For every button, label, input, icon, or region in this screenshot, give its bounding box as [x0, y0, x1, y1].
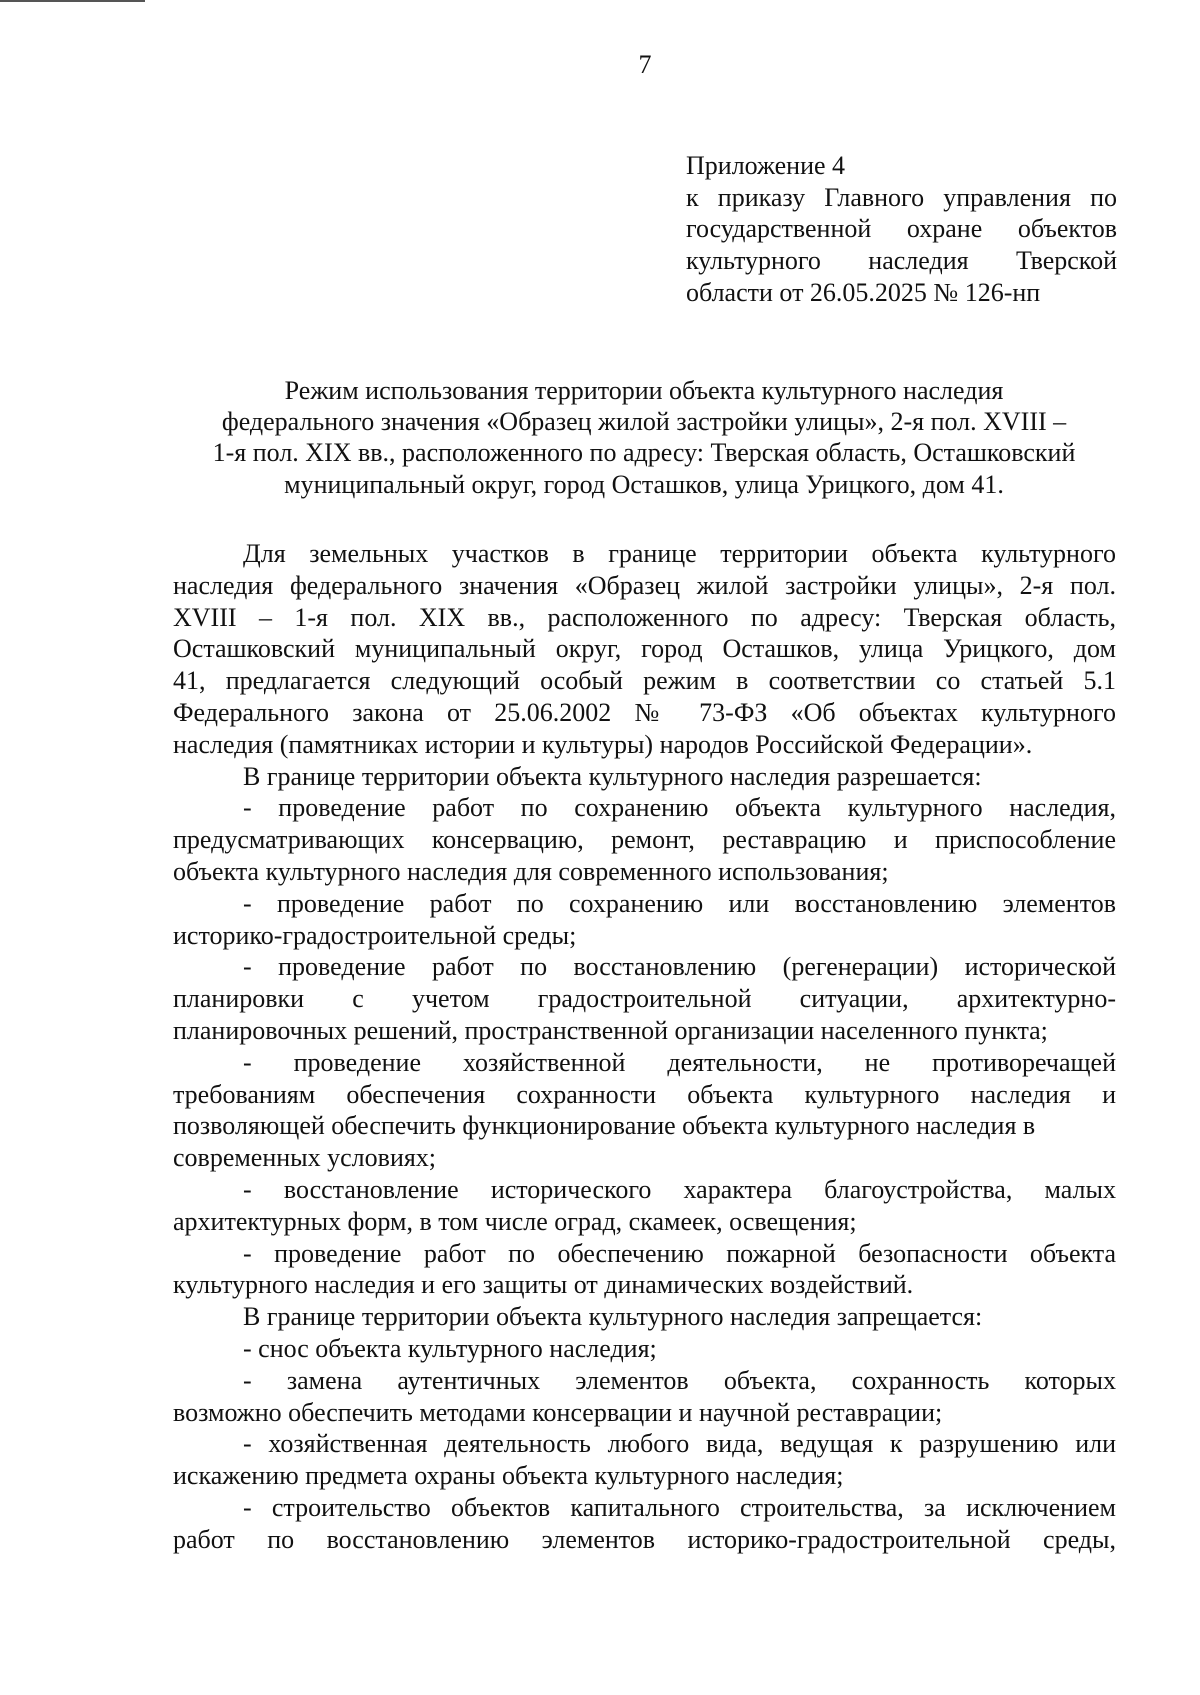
- title-line: Режим использования территории объекта культурного наследия: [284, 376, 1004, 405]
- body-line: - проведение хозяйственной деятельности, не противоречащей: [243, 1047, 1116, 1077]
- body-line: позволяющей обеспечить функционирование объекта культурного наследия в: [173, 1111, 1036, 1141]
- document-title: [170, 375, 1118, 500]
- document-body: [173, 538, 1116, 1556]
- scan-edge-line: [0, 0, 145, 2]
- body-line: - хозяйственная деятельность любого вида, ведущая к разрушению или: [243, 1429, 1116, 1459]
- body-line: планировочных решений, пространственной организации населенного пункта;: [173, 1015, 1048, 1045]
- appendix-header: [686, 150, 1117, 309]
- appendix-line: области от 26.05.2025 № 126-нп: [686, 277, 1041, 307]
- body-line: наследия (памятниках истории и культуры) народов Российской Федерации».: [173, 729, 1033, 759]
- appendix-line: государственной охране объектов: [686, 214, 1117, 244]
- body-line: объекта культурного наследия для современного использования;: [173, 856, 889, 886]
- body-line: - замена аутентичных элементов объекта, сохранность которых: [243, 1365, 1116, 1395]
- body-line: Федерального закона от 25.06.2002 № 73-ФЗ «Об объектах культурного: [173, 697, 1116, 727]
- body-line: 41, предлагается следующий особый режим в соответствии со статьей 5.1: [173, 666, 1116, 696]
- body-line: архитектурных форм, в том числе оград, скамеек, освещения;: [173, 1206, 857, 1236]
- body-line: - проведение работ по восстановлению (регенерации) исторической: [243, 952, 1116, 982]
- appendix-line: Приложение 4: [686, 151, 846, 180]
- body-line: историко-градостроительной среды;: [173, 920, 577, 950]
- body-line: - восстановление исторического характера благоустройства, малых: [243, 1174, 1116, 1204]
- body-line: современных условиях;: [173, 1143, 437, 1173]
- body-line: требованиям обеспечения сохранности объекта культурного наследия и: [173, 1079, 1116, 1109]
- body-line: искажению предмета охраны объекта культурного наследия;: [173, 1461, 844, 1491]
- title-line: 1-я пол. XIX вв., расположенного по адресу: Тверская область, Осташковский: [212, 438, 1076, 468]
- page-number: 7: [638, 50, 652, 79]
- body-line: предусматривающих консервацию, ремонт, реставрацию и приспособление: [173, 825, 1116, 855]
- body-line: В границе территории объекта культурного наследия разрешается:: [243, 761, 982, 791]
- body-line: Для земельных участков в границе территории объекта культурного: [243, 539, 1116, 568]
- body-line: - проведение работ по обеспечению пожарной безопасности объекта: [243, 1238, 1116, 1268]
- body-line: - проведение работ по сохранению объекта культурного наследия,: [243, 793, 1116, 823]
- appendix-line: к приказу Главного управления по: [686, 182, 1117, 212]
- title-line: федерального значения «Образец жилой застройки улицы», 2-я пол. XVIII –: [221, 407, 1067, 437]
- body-line: - проведение работ по сохранению или восстановлению элементов: [243, 888, 1116, 918]
- body-line: возможно обеспечить методами консервации и научной реставрации;: [173, 1397, 943, 1427]
- body-line: работ по восстановлению элементов историко-градостроительной среды,: [173, 1524, 1116, 1554]
- body-line: XVIII – 1-я пол. XIX вв., расположенного по адресу: Тверская область,: [173, 602, 1116, 632]
- body-line: Осташковский муниципальный округ, город Осташков, улица Урицкого, дом: [173, 634, 1116, 664]
- title-line: муниципальный округ, город Осташков, улица Урицкого, дом 41.: [284, 469, 1004, 499]
- body-line: В границе территории объекта культурного наследия запрещается:: [243, 1302, 983, 1332]
- body-line: наследия федерального значения «Образец жилой застройки улицы», 2-я пол.: [173, 570, 1116, 600]
- body-line: планировки с учетом градостроительной ситуации, архитектурно-: [173, 984, 1116, 1014]
- body-line: - снос объекта культурного наследия;: [243, 1333, 657, 1363]
- body-line: - строительство объектов капитального строительства, за исключением: [243, 1492, 1116, 1522]
- body-line: культурного наследия и его защиты от динамических воздействий.: [173, 1270, 914, 1300]
- appendix-line: культурного наследия Тверской: [686, 246, 1117, 276]
